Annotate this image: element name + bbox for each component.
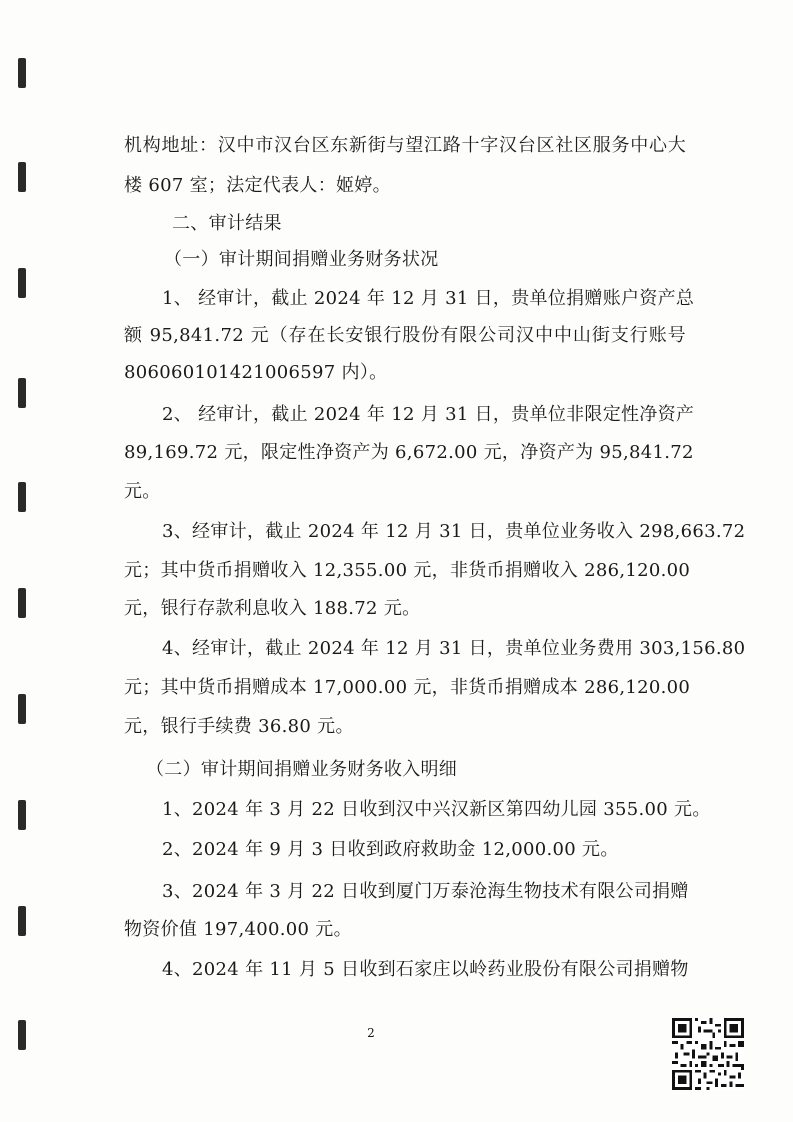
detail-line: 物资价值 197,400.00 元。 (124, 919, 352, 940)
page-number: 2 (367, 1026, 375, 1040)
paragraph-line: 806060101421006597 内）。 (124, 362, 388, 383)
binding-mark (18, 1020, 26, 1050)
section-heading: 二、审计结果 (172, 213, 282, 234)
paragraph-line: 元，银行存款利息收入 188.72 元。 (124, 598, 421, 619)
binding-mark (18, 162, 26, 192)
paragraph-line: 元。 (124, 481, 161, 502)
detail-line: 1、2024 年 3 月 22 日收到汉中兴汉新区第四幼儿园 355.00 元。 (162, 799, 711, 820)
address-line: 楼 607 室；法定代表人：姬婷。 (124, 175, 391, 196)
subsection-heading: （二）审计期间捐赠业务财务收入明细 (146, 759, 458, 780)
paragraph-line: 额 95,841.72 元（存在长安银行股份有限公司汉中中山街支行账号 (124, 325, 686, 346)
detail-line: 4、2024 年 11 月 5 日收到石家庄以岭药业股份有限公司捐赠物 (162, 959, 689, 980)
subsection-heading: （一）审计期间捐赠业务财务状况 (164, 249, 439, 270)
binding-mark (18, 58, 26, 88)
detail-line: 3、2024 年 3 月 22 日收到厦门万泰沧海生物技术有限公司捐赠 (162, 881, 689, 902)
binding-mark (18, 268, 26, 298)
paragraph-line: 元，银行手续费 36.80 元。 (124, 716, 354, 737)
address-line: 机构地址：汉中市汉台区东新街与望江路十字汉台区社区服务中心大 (124, 135, 686, 156)
detail-line: 2、2024 年 9 月 3 日收到政府救助金 12,000.00 元。 (162, 839, 619, 860)
binding-mark (18, 588, 26, 618)
paragraph-line: 3、经审计，截止 2024 年 12 月 31 日，贵单位业务收入 298,663.72 (162, 521, 746, 542)
binding-mark (18, 800, 26, 830)
paragraph-line: 4、经审计，截止 2024 年 12 月 31 日，贵单位业务费用 303,156.80 (162, 638, 746, 659)
paragraph-line: 1、 经审计，截止 2024 年 12 月 31 日，贵单位捐赠账户资产总 (162, 288, 695, 309)
paragraph-line: 元；其中货币捐赠收入 12,355.00 元，非货币捐赠收入 286,120.00 (124, 560, 691, 581)
paragraph-line: 2、 经审计，截止 2024 年 12 月 31 日，贵单位非限定性净资产 (162, 404, 695, 425)
binding-mark (18, 906, 26, 936)
paragraph-line: 元；其中货币捐赠成本 17,000.00 元，非货币捐赠成本 286,120.00 (124, 677, 691, 698)
binding-mark (18, 482, 26, 512)
binding-mark (18, 694, 26, 724)
qr-code-icon (672, 1018, 744, 1090)
binding-mark (18, 378, 26, 408)
paragraph-line: 89,169.72 元，限定性净资产为 6,672.00 元，净资产为 95,841.72 (124, 442, 694, 463)
